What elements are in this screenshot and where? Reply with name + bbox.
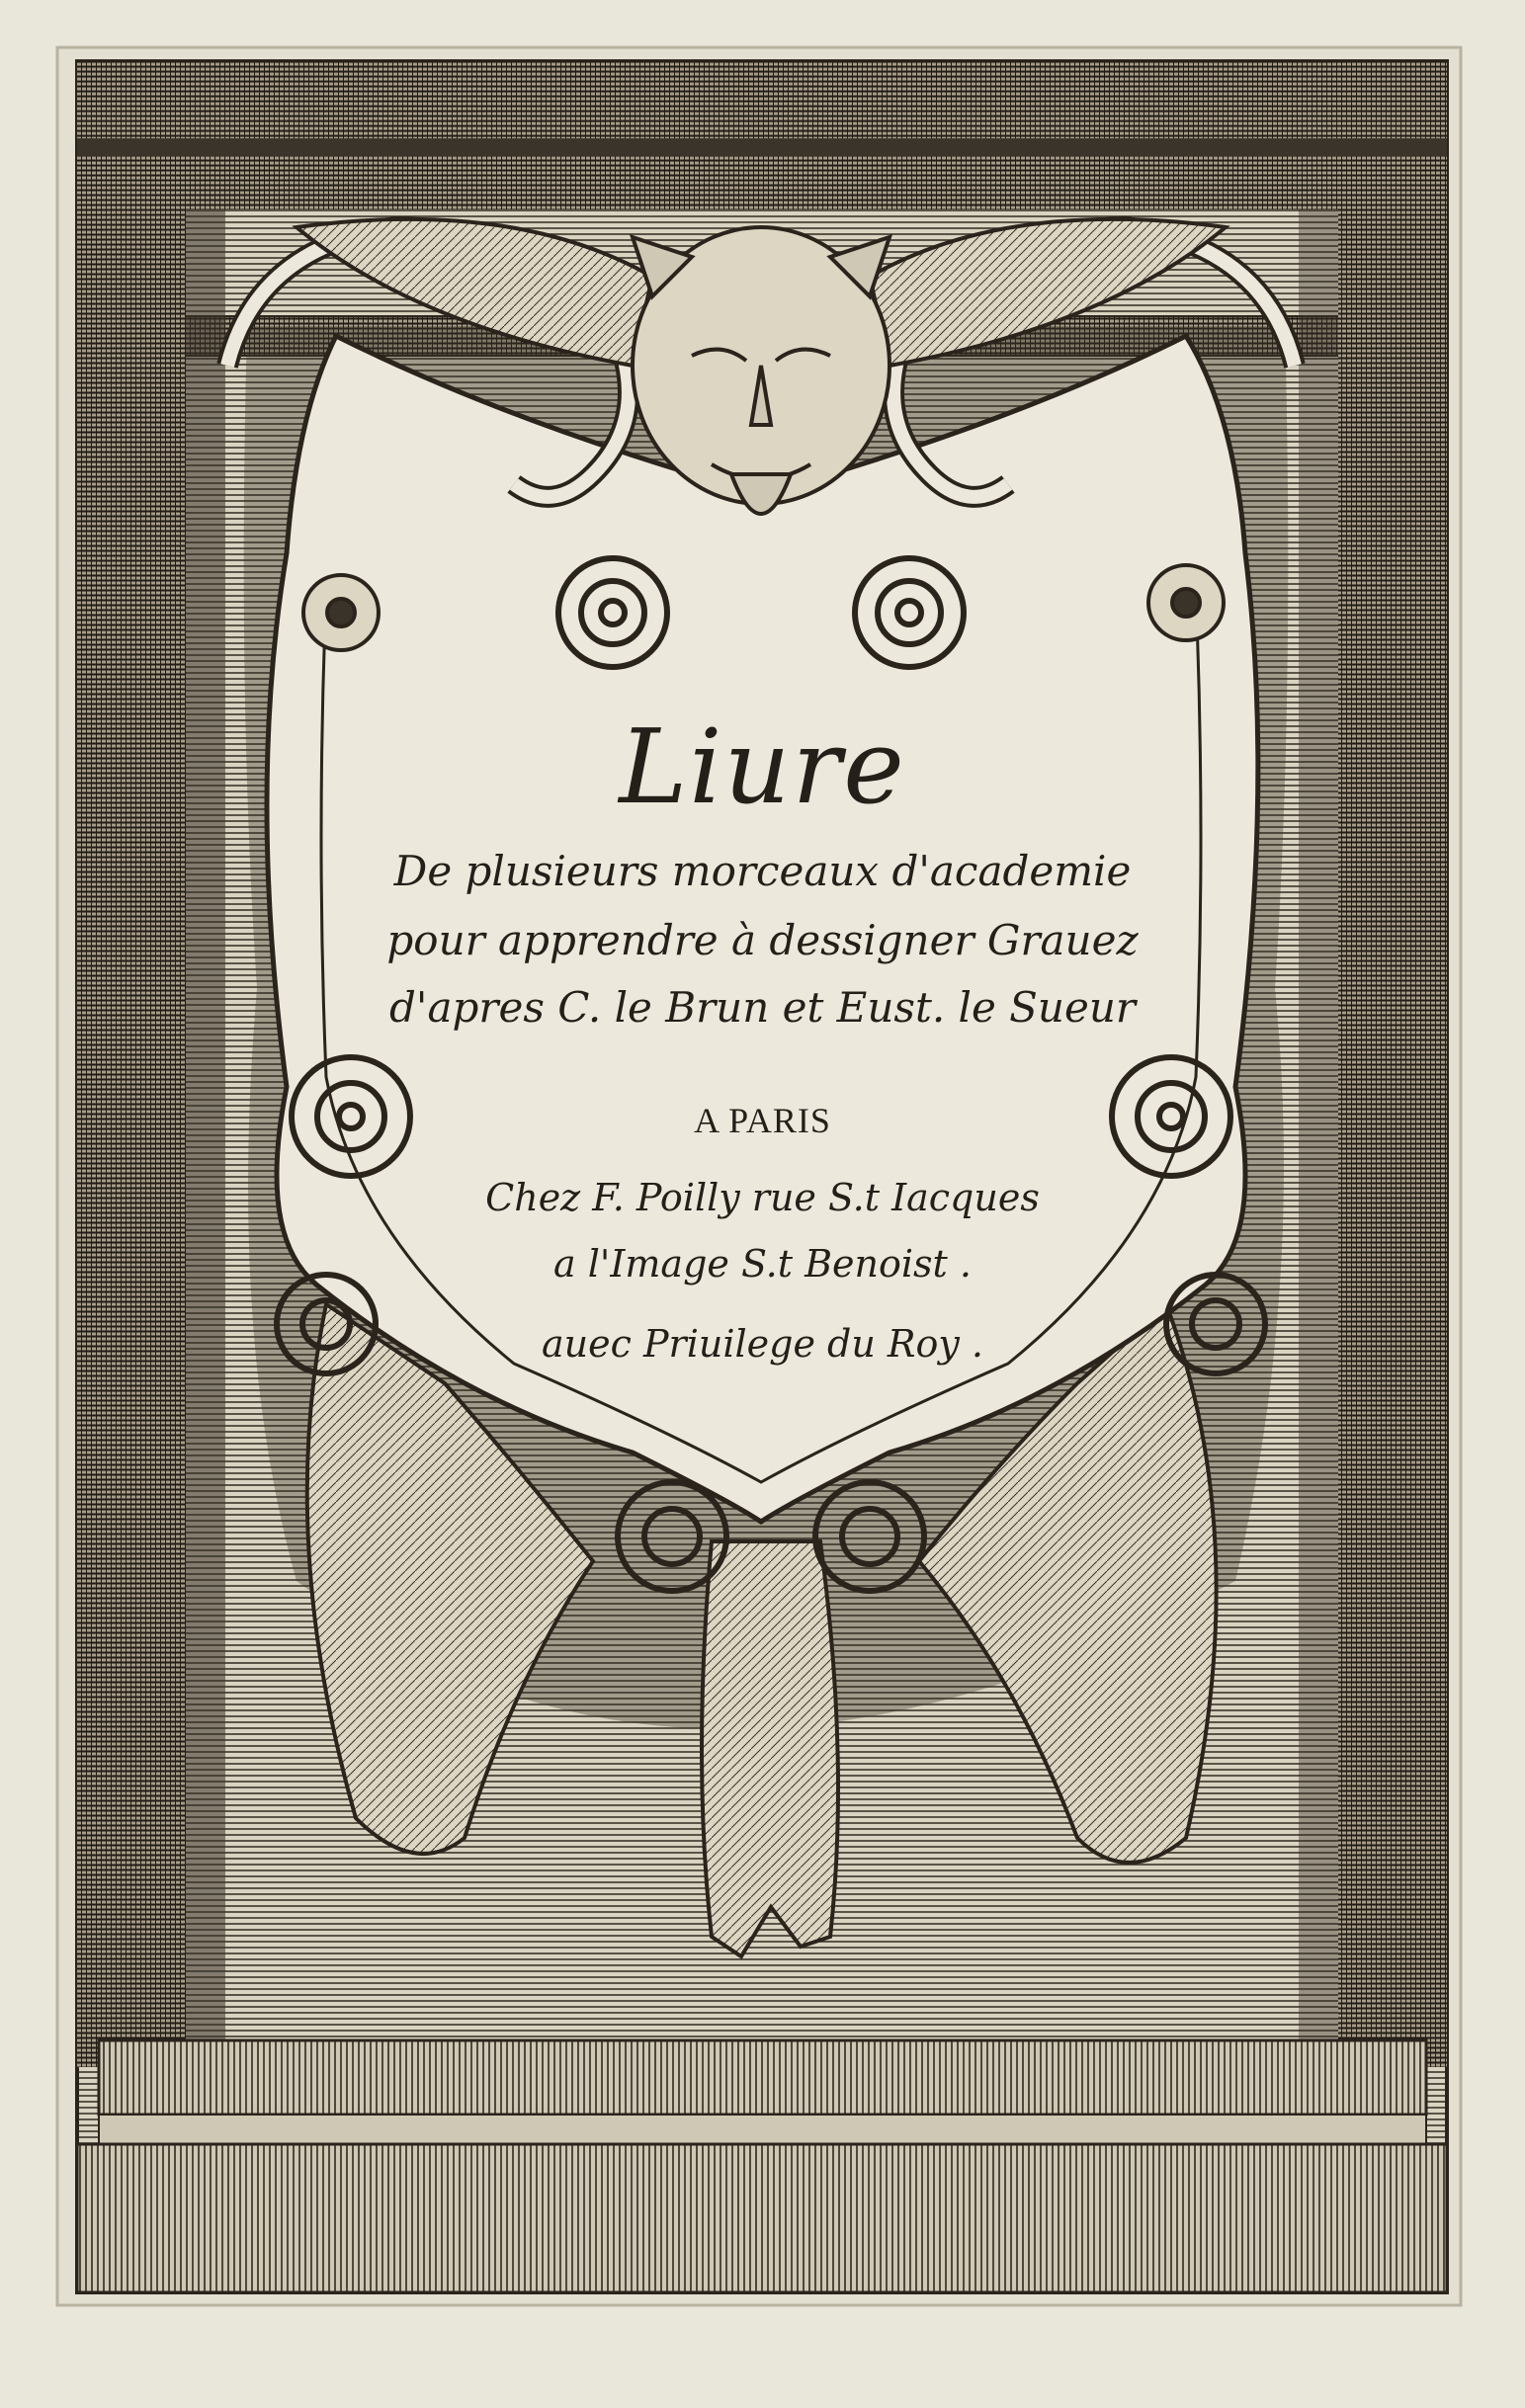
subtitle-line-2: pour apprendre à dessigner Grauez	[386, 916, 1139, 964]
plinth-base	[77, 2144, 1447, 2292]
imprint-privilege: auec Priuilege du Roy .	[541, 1322, 984, 1366]
plinth-ledge	[99, 2040, 1426, 2115]
center-pelt	[702, 1541, 838, 1956]
left-rosette	[303, 575, 379, 650]
imprint-publisher: Chez F. Poilly rue S.t Iacques	[485, 1176, 1040, 1219]
subtitle-line-1: De plusieurs morceaux d'academie	[393, 847, 1132, 895]
right-rosette	[1148, 565, 1224, 640]
cornice	[77, 61, 1447, 209]
subtitle-line-3: d'apres C. le Brun et Eust. le Sueur	[389, 983, 1136, 1032]
imprint-city: A PARIS	[694, 1101, 831, 1140]
imprint-sign: a l'Image S.t Benoist .	[553, 1242, 972, 1286]
title-word: Liure	[619, 706, 906, 827]
